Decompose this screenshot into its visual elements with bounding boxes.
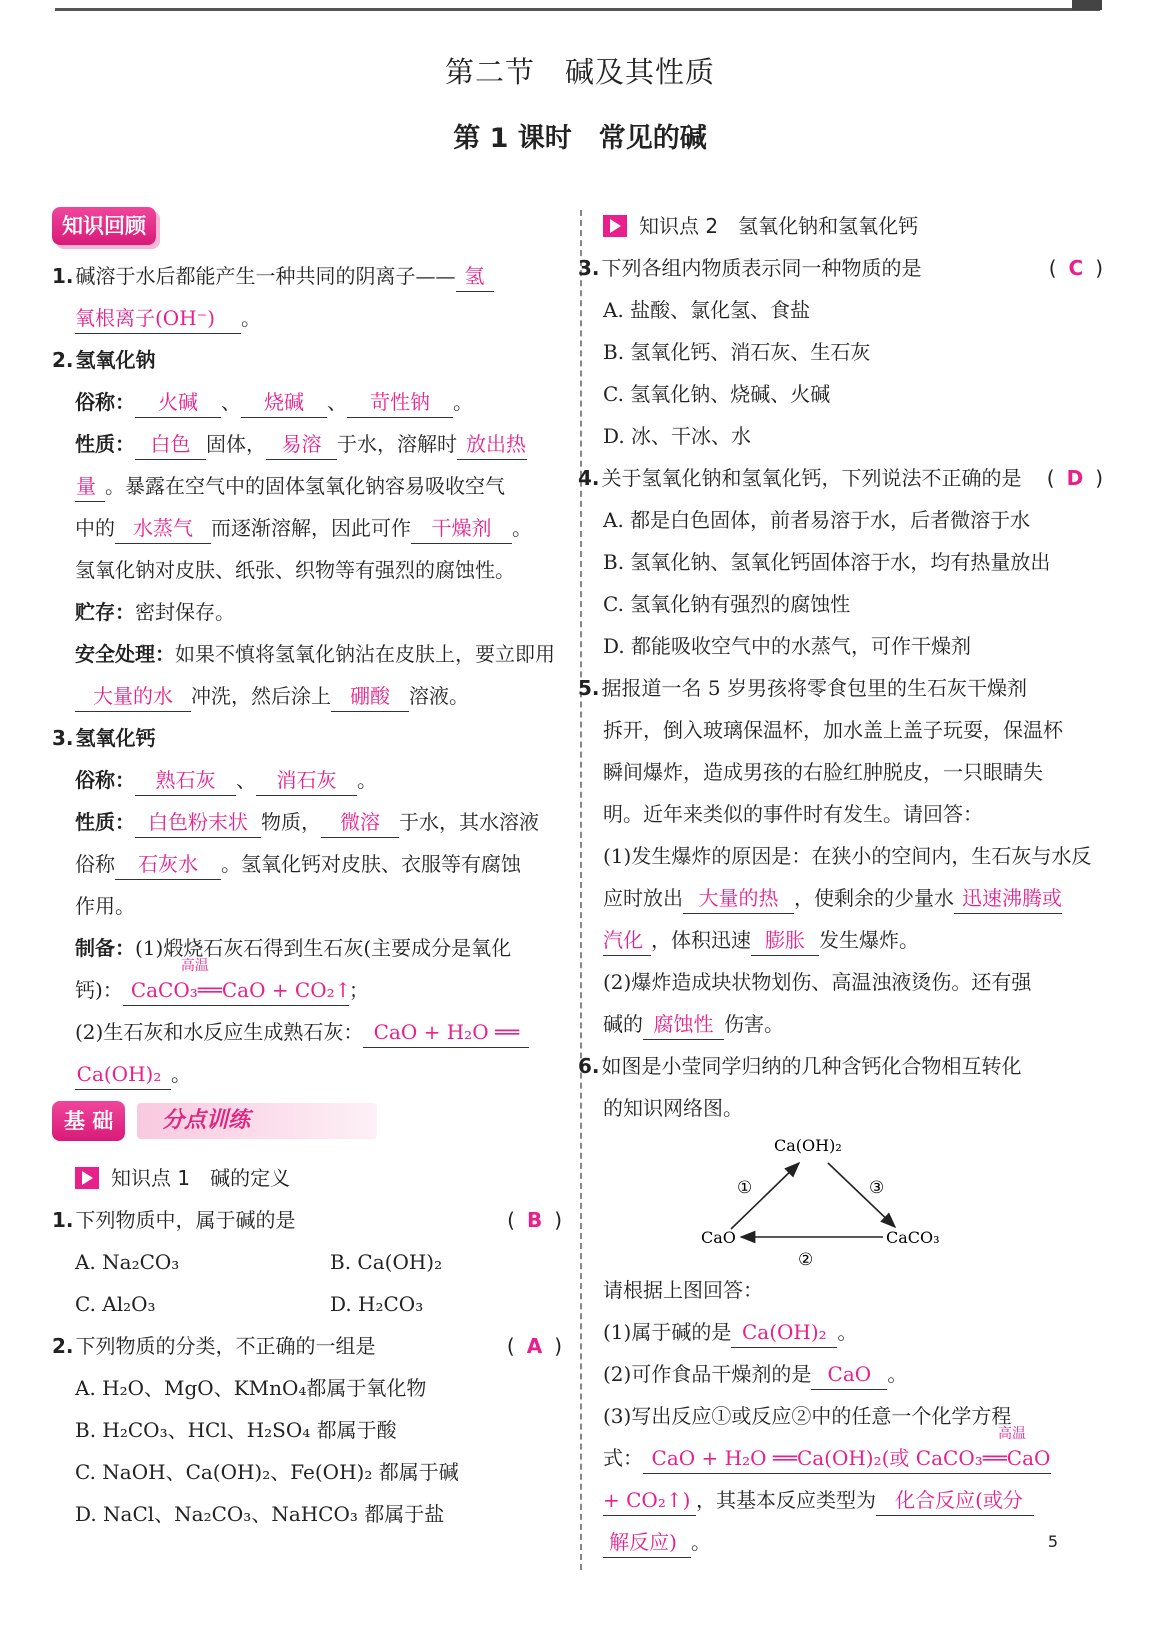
option: A. 都是白色固体，前者易溶于水，后者微溶于水 [603, 508, 1031, 532]
answer-blank: 大量的水 [75, 681, 191, 712]
option: B. 氢氧化钙、消石灰、生石灰 [603, 340, 871, 364]
answer-blank: 石灰水 [115, 849, 221, 880]
answer-blank: 氢 [456, 261, 494, 292]
answer-blank: 腐蚀性 [643, 1009, 724, 1040]
page-number: 5 [1047, 1532, 1058, 1551]
header-corner-mark [1072, 0, 1102, 10]
answer-blank: 大量的热 [683, 883, 794, 914]
answer-blank: 放出热 [457, 429, 527, 460]
answer-blank: 消石灰 [256, 765, 357, 796]
answer-blank: 膨胀 [751, 925, 819, 956]
practice-q1: 1. 下列物质中，属于碱的是 ( B ) [52, 1208, 562, 1232]
label-1: ① [737, 1178, 753, 1198]
label-2: ② [798, 1250, 814, 1269]
answer-blank: 迅速沸腾或 [954, 883, 1062, 914]
answer-blank: 白色粉末状 [135, 807, 261, 838]
practice-banner: 分点训练 基 础 [52, 1101, 562, 1143]
node-caco3: CaCO₃ [886, 1228, 940, 1247]
review-q3-make: 制备：(1)煅烧石灰石得到生石灰(主要成分是氧化 [75, 936, 512, 960]
answer-blank: Ca(OH)₂ [731, 1317, 837, 1348]
option: C. NaOH、Ca(OH)₂、Fe(OH)₂ 都属于碱 [75, 1460, 459, 1484]
equation-blank: CaO + H₂O ══ [363, 1017, 529, 1048]
answer-mark: D [1066, 466, 1084, 490]
column-divider [580, 210, 582, 1570]
review-badge: 知识回顾 [52, 207, 156, 245]
review-q2-prop: 性质： 白色 固体， 易溶 于水，溶解时 放出热 [52, 423, 562, 465]
node-caoh2: Ca(OH)₂ [774, 1136, 842, 1155]
answer-mark: A [526, 1334, 543, 1358]
equation-blank: + CO₂↑) [603, 1485, 696, 1516]
answer-blank: 苛性钠 [347, 387, 453, 418]
review-q2-safety: 安全处理：如果不慎将氢氧化钠沾在皮肤上，要立即用 [75, 642, 555, 666]
right-column: 知识点 2 氢氧化钠和氢氧化钙 3. 下列各组内物质表示同一种物质的是 ( C ) A. 盐酸、氯化氢、食盐 B. 氢氧化钙、消石灰、生石灰 C. 氢氧化钠、烧碱、火碱 D. 冰、干冰、水 4. 关于氢氧化钠和氢氧化钙，下列说法不正确的是 ( D ) A. 都是白色固体，前者易溶于水，后者微溶于水 B. 氢氧化钠、氢氧化钙固体溶于水，均有热量放出 C. 氢氧化钠有强烈的腐蚀性 D. 都能吸收空气中的水蒸气，可作干燥剂 5. 据报道一名 5 岁男孩将零食包里的生石灰干燥剂 拆开，倒入玻璃保温杯，加水盖上盖子玩耍，保温杯 瞬间爆炸，造成男孩的右脸红肿脱皮，一只眼睛失 明。近年来类似的事件时有发生。请回答： (1)发生爆炸的原因是：在狭小的空间内，生石灰与水反 应时放出 大量的热 ，使剩余的少量水 迅速沸腾或 汽化 ，体积迅速 膨胀 发生爆炸。 (2)爆炸造成块状物划伤、高温浊液烫伤。还有强 碱的 腐蚀性 伤害。 6. 如图是小莹同学归纳的几种含钙化合物相互转化 的知识网络图。 Ca(OH)₂ CaO CaCO₃ ① ② ③ 请根据上图回答： (1)属于碱的是 Ca(OH)₂ 。 (2)可作食品干燥剂的是 CaO 。 (3)写出反应①或反应②中的任意一个化学方程 式： CaO + H₂O ══Ca(OH)₂(或 CaCO₃══CaO 高温 + CO₂↑) ，其基本反应类型为 化合反应(或分 解反应) 。 [603, 205, 1103, 1563]
answer-blank: 量 [75, 471, 105, 502]
knowledge-point-2: 知识点 2 氢氧化钠和氢氧化钙 [603, 205, 1103, 247]
question-5: 5. 据报道一名 5 岁男孩将零食包里的生石灰干燥剂 [578, 676, 1027, 700]
review-q1: 1. 碱溶于水后都能产生一种共同的阴离子—— 氢 [52, 255, 562, 297]
practice-q2: 2. 下列物质的分类，不正确的一组是 ( A ) [52, 1334, 562, 1358]
answer-mark: B [526, 1208, 543, 1232]
review-q3-title: 3. 氢氧化钙 [52, 726, 156, 750]
option: B. Ca(OH)₂ [330, 1250, 443, 1274]
diagram-svg [603, 1129, 1103, 1269]
node-cao: CaO [701, 1228, 736, 1247]
equation-blank: CaO + H₂O ══Ca(OH)₂(或 CaCO₃══CaO 高温 [643, 1443, 1051, 1474]
answer-blank: 化合反应(或分 [876, 1485, 1034, 1516]
review-q3-prop: 性质： 白色粉末状 物质， 微溶 于水，其水溶液 [52, 801, 562, 843]
option: A. Na₂CO₃ [75, 1250, 180, 1274]
answer-mark: C [1068, 256, 1084, 280]
equation-blank: Ca(OH)₂ [75, 1059, 171, 1090]
label-3: ③ [869, 1178, 885, 1198]
option: D. 都能吸收空气中的水蒸气，可作干燥剂 [603, 634, 972, 658]
play-icon [75, 1167, 99, 1189]
review-q2-alias: 俗称： 火碱 、 烧碱 、 苛性钠 。 [52, 381, 562, 423]
review-q2-store: 贮存：密封保存。 [75, 600, 235, 624]
play-icon [603, 215, 627, 237]
option: A. 盐酸、氯化氢、食盐 [603, 298, 811, 322]
answer-blank: 火碱 [135, 387, 221, 418]
answer-blank: 水蒸气 [115, 513, 211, 544]
option: D. 冰、干冰、水 [603, 424, 752, 448]
option: C. Al₂O₃ [75, 1292, 156, 1316]
knowledge-point-1: 知识点 1 碱的定义 [52, 1157, 562, 1199]
option: A. H₂O、MgO、KMnO₄都属于氧化物 [75, 1376, 427, 1400]
review-q3-alias: 俗称： 熟石灰 、 消石灰 。 [52, 759, 562, 801]
header-rule [55, 8, 1100, 11]
answer-blank: 干燥剂 [411, 513, 512, 544]
question-4: 4. 关于氢氧化钠和氢氧化钙，下列说法不正确的是 ( D ) [578, 466, 1103, 490]
arrow-3 [828, 1163, 895, 1227]
option: C. 氢氧化钠有强烈的腐蚀性 [603, 592, 851, 616]
section-title: 第二节 碱及其性质 [444, 55, 715, 89]
answer-blank: 易溶 [266, 429, 337, 460]
answer-blank: 汽化 [603, 925, 651, 956]
review-q2-title: 2. 氢氧化钠 [52, 348, 156, 372]
left-column: 知识回顾 1. 碱溶于水后都能产生一种共同的阴离子—— 氢 氧根离子(OH⁻) 。 2. 氢氧化钠 俗称： 火碱 、 烧碱 、 苛性钠 。 性质： 白色 固体， 易溶 于水，溶解时 放出热 量 。暴露在空气中的固体氢氧化钠容易吸收空气 中的 水蒸气 而逐渐溶解，因此可作 干燥剂 。 氢氧化钠对皮肤、纸张、织物等有强烈的腐蚀性。 贮存：密封保存。 安全处理：如果不慎将氢氧化钠沾在皮肤上，要立即用 大量的水 冲洗，然后涂上 硼酸 溶液。 3. 氢氧化钙 俗称： 熟石灰 、 消石灰 。 性质： 白色粉末状 物质， 微溶 于水，其水溶液 俗称 石灰水 。氢氧化钙对皮肤、衣服等有腐蚀 作用。 制备：(1)煅烧石灰石得到生石灰(主要成分是氧化 钙)： CaCO₃══CaO + CO₂↑ 高温 ； (2)生石灰和水反应生成熟石灰： CaO + H₂O ══ Ca(OH)₂ 。 分点训练 基 础 知识点 1 碱的定义 1. 下列物质中，属于碱的是 ( B ) A. Na₂CO₃ B. Ca(OH)₂ C. Al₂O₃ D. H₂CO₃ 2. 下列物质的分类，不正确的一组是 ( A ) A. H₂O、MgO、KMnO₄都属于氧化物 B. H₂CO₃、HCl、H₂SO₄ 都属于酸 C. NaOH、Ca(OH)₂、Fe(OH)₂ 都属于碱 D. NaCl、Na₂CO₃、NaHCO₃ 都属于盐 [52, 205, 562, 1535]
answer-blank: 硼酸 [331, 681, 409, 712]
answer-blank: 熟石灰 [135, 765, 236, 796]
question-6: 6. 如图是小莹同学归纳的几种含钙化合物相互转化 [578, 1054, 1022, 1078]
answer-blank: 解反应) [603, 1527, 691, 1558]
option: B. H₂CO₃、HCl、H₂SO₄ 都属于酸 [75, 1418, 397, 1442]
lesson-title: 第 1 课时 常见的碱 [453, 123, 707, 154]
equation-blank: CaCO₃══CaO + CO₂↑ 高温 [123, 975, 349, 1006]
answer-blank: 微溶 [321, 807, 399, 838]
answer-blank: CaO [811, 1359, 887, 1390]
option: D. H₂CO₃ [330, 1292, 424, 1316]
answer-blank: 烧碱 [241, 387, 327, 418]
option: B. 氢氧化钠、氢氧化钙固体溶于水，均有热量放出 [603, 550, 1051, 574]
answer-blank: 氧根离子(OH⁻) [75, 303, 241, 334]
question-3: 3. 下列各组内物质表示同一种物质的是 ( C ) [578, 256, 1103, 280]
calcium-network-diagram [603, 1129, 1103, 1269]
answer-blank: 白色 [135, 429, 206, 460]
option: D. NaCl、Na₂CO₃、NaHCO₃ 都属于盐 [75, 1502, 445, 1526]
option: C. 氢氧化钠、烧碱、火碱 [603, 382, 831, 406]
